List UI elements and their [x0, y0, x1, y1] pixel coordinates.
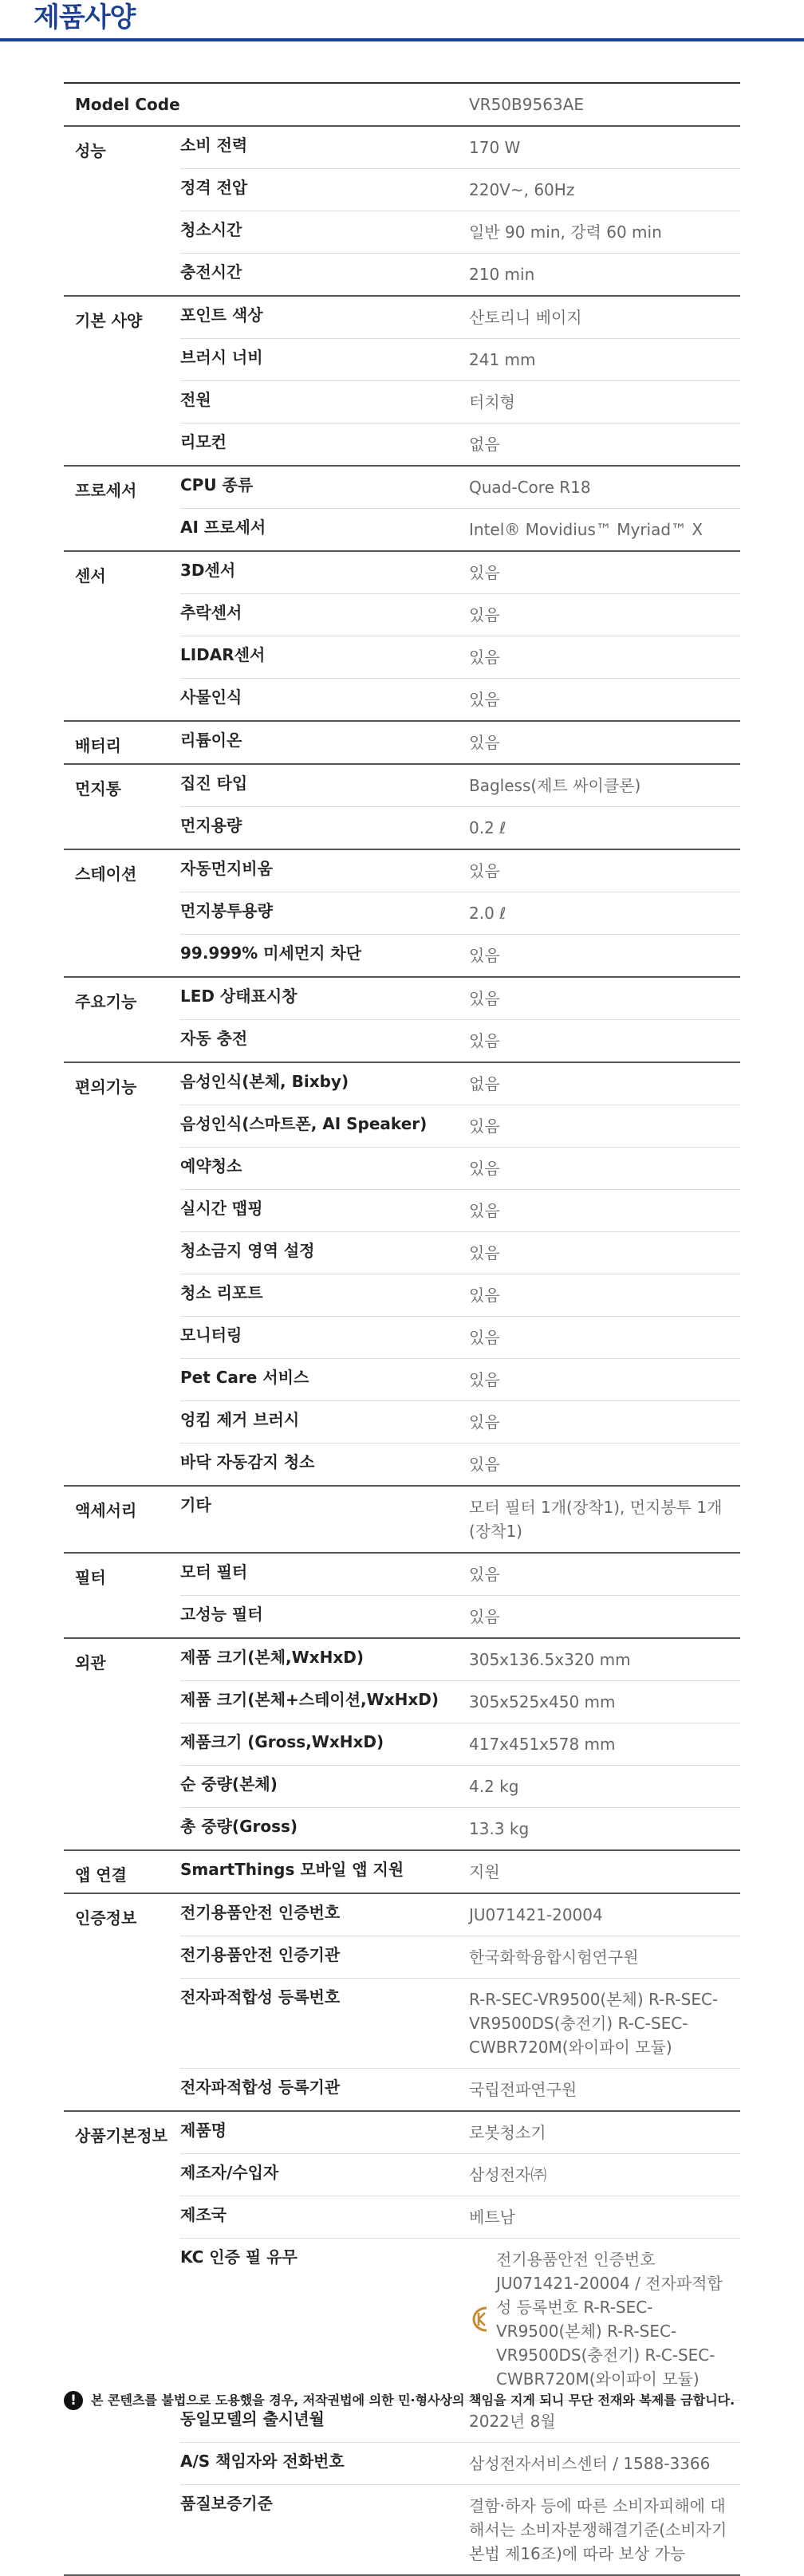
spec-group-rows [180, 297, 740, 465]
spec-row-label: 추락센서 [180, 603, 242, 622]
spec-row-label: A/S 책임자와 전화번호 [180, 2452, 345, 2471]
spec-group-label: 배터리 [75, 736, 121, 755]
spec-row-label: CPU 종류 [180, 475, 254, 494]
spec-row-label: SmartThings 모바일 앱 지원 [180, 1860, 404, 1879]
spec-row-value: 한국화학융합시험연구원 [469, 1948, 639, 1967]
spec-row-value: 국립전파연구원 [469, 2080, 577, 2099]
spec-row-value: 417x451x578 mm [469, 1735, 616, 1754]
spec-row-value: 베트남 [469, 2208, 515, 2227]
spec-row [180, 2196, 740, 2239]
spec-row-label: 3D센서 [180, 561, 236, 580]
spec-row [180, 1190, 740, 1232]
spec-row [180, 2485, 740, 2574]
spec-row-value: 있음 [469, 1565, 500, 1584]
spec-row-label: LIDAR센서 [180, 645, 266, 664]
spec-row-label: KC 인증 필 유무 [180, 2247, 298, 2267]
spec-row-value: 있음 [469, 1201, 500, 1220]
spec-group [64, 297, 740, 467]
spec-row-value: 터치형 [469, 392, 515, 412]
page-title: 제품사양 [34, 2, 136, 33]
spec-row-value: 없음 [469, 435, 500, 454]
spec-row-label: 고성능 필터 [180, 1605, 263, 1624]
spec-row-value: 있음 [469, 1607, 500, 1626]
spec-group-label: 외관 [75, 1653, 106, 1672]
spec-group-rows [180, 765, 740, 849]
spec-row-label: 제조국 [180, 2205, 227, 2224]
spec-row-label: 전기용품안전 인증기관 [180, 1945, 341, 1964]
copyright-text: 본 콘텐츠를 불법으로 도용했을 경우, 저작권법에 의한 민·형사상의 책임을 지게 되니 무단 전재와 복제를 금합니다. [91, 2393, 735, 2408]
spec-row-value: 있음 [469, 1117, 500, 1136]
spec-row-label: 집진 타입 [180, 774, 248, 793]
spec-row [180, 1105, 740, 1148]
spec-group-rows [180, 978, 740, 1062]
spec-row [180, 1554, 740, 1596]
spec-row-label: 전자파적합성 등록기관 [180, 2078, 341, 2097]
spec-row-value: 삼성전자서비스센터 / 1588-3366 [469, 2454, 711, 2473]
spec-row [180, 339, 740, 381]
spec-group [64, 552, 740, 722]
spec-row [180, 1851, 740, 1893]
spec-row [180, 423, 740, 465]
spec-row-value: 있음 [469, 1159, 500, 1178]
kc-value-wrap [469, 2247, 734, 2391]
spec-group [64, 84, 740, 127]
spec-row [180, 552, 740, 594]
spec-row [180, 1894, 740, 1936]
exclamation-icon: ! [64, 2391, 83, 2410]
spec-row [180, 1401, 740, 1444]
spec-group-rows [180, 1639, 740, 1849]
spec-row [180, 2239, 740, 2401]
spec-row [180, 594, 740, 636]
spec-row-label: 제품 크기(본체+스테이션,WxHxD) [180, 1690, 439, 1709]
spec-row-value: 있음 [469, 1031, 500, 1050]
spec-row-label: 자동먼지비움 [180, 859, 273, 878]
spec-row [180, 1317, 740, 1359]
kc-value-text: 전기용품안전 인증번호 JU071421-20004 / 전자파적합성 등록번호 R-R-SEC-VR9500(본체) R-R-SEC-VR9500DS(충전기) R-C-SEC-CWBR720M(와이파이 모듈) [496, 2250, 723, 2389]
spec-row-value: 13.3 kg [469, 1819, 530, 1838]
spec-row-label: 모니터링 [180, 1325, 242, 1345]
spec-row [180, 254, 740, 295]
spec-group-label: 주요기능 [75, 992, 137, 1011]
spec-row-value: 있음 [469, 1412, 500, 1432]
spec-row-value: 없음 [469, 1074, 500, 1093]
spec-row [180, 2443, 740, 2485]
spec-row-label: 청소 리포트 [180, 1283, 263, 1302]
spec-row-label: 자동 충전 [180, 1029, 248, 1048]
spec-row-label: 사물인식 [180, 687, 242, 707]
spec-row [180, 1766, 740, 1808]
spec-row-label: 순 중량(본체) [180, 1774, 278, 1794]
spec-group-rows [180, 467, 740, 550]
spec-table [64, 82, 740, 2576]
spec-row-label: 리모컨 [180, 432, 227, 451]
spec-row-value: 산토리니 베이지 [469, 308, 582, 327]
spec-group-label: 액세서리 [75, 1501, 137, 1520]
spec-row-label: 제품명 [180, 2121, 227, 2140]
spec-group [64, 1063, 740, 1487]
spec-row-value: 210 min [469, 265, 535, 284]
spec-row [180, 127, 740, 169]
spec-row-value: 있음 [469, 946, 500, 965]
spec-group-label: 기본 사양 [75, 311, 143, 330]
spec-row-label: Pet Care 서비스 [180, 1368, 309, 1387]
spec-group-label: 상품기본정보 [75, 2126, 168, 2145]
spec-row-value: 있음 [469, 563, 500, 582]
spec-row-value: 있음 [469, 1328, 500, 1347]
spec-group-rows [180, 1894, 740, 2110]
spec-row [180, 467, 740, 509]
spec-group-label: 먼지통 [75, 779, 121, 798]
spec-row-label: 99.999% 미세먼지 차단 [180, 943, 362, 963]
spec-row [180, 1063, 740, 1105]
spec-row [180, 1596, 740, 1637]
spec-row [180, 1681, 740, 1723]
spec-group [64, 127, 740, 297]
spec-row-value: 있음 [469, 690, 500, 709]
spec-group-label: Model Code [75, 95, 180, 114]
spec-row-label: 실시간 맵핑 [180, 1199, 263, 1218]
spec-row-value: 4.2 kg [469, 1777, 519, 1796]
spec-row-value: 모터 필터 1개(장착1), 먼지봉투 1개(장착1) [469, 1498, 723, 1541]
spec-row-value: 2.0 ℓ [469, 904, 506, 923]
spec-group-rows [180, 552, 740, 720]
kc-mark-icon [471, 2303, 491, 2335]
spec-row-label [180, 84, 469, 125]
spec-row [180, 1232, 740, 1274]
spec-row [180, 1148, 740, 1190]
spec-row-label: 제조자/수입자 [180, 2163, 279, 2182]
spec-row-label: 정격 전압 [180, 178, 248, 197]
spec-row-label: 소비 전력 [180, 136, 248, 155]
spec-group [64, 2112, 740, 2576]
page-header [0, 0, 804, 41]
spec-row [180, 2154, 740, 2196]
spec-row-label: 전원 [180, 390, 211, 409]
spec-row [180, 297, 740, 339]
spec-row-label: 모터 필터 [180, 1562, 248, 1581]
spec-row-value: 있음 [469, 1370, 500, 1389]
spec-row [180, 935, 740, 976]
spec-row [180, 1936, 740, 1979]
spec-row [180, 1808, 740, 1849]
spec-row-label: 전자파적합성 등록번호 [180, 1987, 341, 2007]
spec-group-label: 성능 [75, 141, 106, 160]
spec-row-value: 305x136.5x320 mm [469, 1650, 631, 1669]
spec-row [180, 1444, 740, 1485]
spec-row-label: LED 상태표시창 [180, 987, 298, 1006]
spec-row [180, 679, 740, 720]
spec-group [64, 1851, 740, 1894]
spec-row-value: 있음 [469, 1455, 500, 1474]
spec-group-label: 센서 [75, 566, 106, 585]
spec-row-label: 동일모델의 출시년월 [180, 2409, 325, 2428]
spec-row [180, 84, 740, 125]
spec-row-value: R-R-SEC-VR9500(본체) R-R-SEC-VR9500DS(충전기) R-C-SEC-CWBR720M(와이파이 모듈) [469, 1990, 719, 2057]
spec-row-value: 지원 [469, 1862, 500, 1881]
spec-row-value: 있음 [469, 733, 500, 752]
spec-group-rows [180, 127, 740, 295]
spec-row [180, 509, 740, 550]
spec-row-value: 있음 [469, 605, 500, 624]
spec-row-label: 기타 [180, 1495, 211, 1514]
spec-row-value: 일반 90 min, 강력 60 min [469, 223, 662, 242]
spec-row-label: 품질보증기준 [180, 2494, 273, 2513]
spec-group [64, 850, 740, 978]
spec-row-label: 청소금지 영역 설정 [180, 1241, 315, 1260]
spec-row [180, 1359, 740, 1401]
spec-row [180, 1020, 740, 1062]
spec-row-value: 220V~, 60Hz [469, 180, 575, 199]
spec-row [180, 722, 740, 763]
spec-row [180, 636, 740, 679]
spec-group-rows [180, 84, 740, 125]
spec-row [180, 765, 740, 807]
spec-group-label: 앱 연결 [75, 1865, 127, 1885]
spec-row [180, 1487, 740, 1552]
spec-group [64, 1487, 740, 1554]
spec-group-rows [180, 1554, 740, 1637]
spec-row-value: Intel® Movidius™ Myriad™ X [469, 520, 704, 539]
spec-row-value: 있음 [469, 1243, 500, 1262]
spec-row-value: 삼성전자㈜ [469, 2165, 547, 2184]
spec-group [64, 1639, 740, 1851]
spec-row-label: 포인트 색상 [180, 305, 263, 325]
spec-group [64, 467, 740, 552]
spec-row [180, 211, 740, 254]
spec-row-label: 청소시간 [180, 220, 242, 239]
spec-row-label: 엉킴 제거 브러시 [180, 1410, 300, 1429]
spec-row-value: 305x525x450 mm [469, 1692, 616, 1711]
spec-group-label: 인증정보 [75, 1908, 137, 1928]
spec-row-value: 2022년 8월 [469, 2412, 556, 2431]
spec-row-value: 241 mm [469, 350, 536, 369]
spec-row [180, 1274, 740, 1317]
spec-row [180, 807, 740, 849]
spec-group-rows [180, 850, 740, 976]
spec-group [64, 765, 740, 850]
spec-group-label: 프로세서 [75, 481, 137, 500]
spec-row-label: 예약청소 [180, 1156, 242, 1176]
spec-row-label: 브러시 너비 [180, 348, 263, 367]
spec-row-value: 있음 [469, 989, 500, 1008]
spec-row-label: 음성인식(스마트폰, AI Speaker) [180, 1114, 428, 1133]
spec-group-rows [180, 1063, 740, 1485]
spec-row [180, 381, 740, 423]
spec-row [180, 1639, 740, 1681]
header-divider [0, 38, 804, 41]
spec-row-value: 있음 [469, 861, 500, 880]
spec-row-value: 있음 [469, 648, 500, 667]
spec-group-rows [180, 722, 740, 763]
spec-row-label: 제품 크기(본체,WxHxD) [180, 1648, 364, 1667]
spec-row [180, 978, 740, 1020]
spec-row-label: AI 프로세서 [180, 518, 266, 537]
spec-row [180, 169, 740, 211]
spec-row-value: 0.2 ℓ [469, 818, 506, 837]
spec-row [180, 2069, 740, 2110]
spec-row-label: 먼지봉투용량 [180, 901, 273, 920]
spec-group [64, 1894, 740, 2112]
spec-group-label: 필터 [75, 1568, 106, 1587]
spec-group-rows [180, 1851, 740, 1893]
spec-row-value: JU071421-20004 [469, 1905, 603, 1924]
spec-group [64, 978, 740, 1063]
spec-row-label: 리튬이온 [180, 731, 242, 750]
spec-row-value [469, 2239, 740, 2400]
spec-row-value: 170 W [469, 138, 521, 157]
spec-row [180, 1979, 740, 2069]
spec-row [180, 892, 740, 935]
spec-group [64, 1554, 740, 1639]
spec-row-label: 충전시간 [180, 262, 242, 282]
spec-row-label: 바닥 자동감지 청소 [180, 1452, 315, 1471]
spec-row-value: 결함·하자 등에 따른 소비자피해에 대해서는 소비자분쟁해결기준(소비자기본법 제16조)에 따라 보상 가능 [469, 2496, 727, 2563]
spec-row-value: Quad-Core R18 [469, 478, 591, 497]
spec-row [180, 850, 740, 892]
spec-row-label: 전기용품안전 인증번호 [180, 1903, 341, 1922]
spec-row [180, 2112, 740, 2154]
copyright-notice [0, 2388, 804, 2420]
spec-group-label: 스테이션 [75, 865, 137, 884]
spec-group-rows [180, 1487, 740, 1552]
spec-row-label: 총 중량(Gross) [180, 1817, 298, 1836]
spec-row-label: 제품크기 (Gross,WxHxD) [180, 1732, 384, 1751]
spec-group [64, 722, 740, 765]
spec-row [180, 1723, 740, 1766]
spec-group-rows [180, 2112, 740, 2574]
spec-row-value: 있음 [469, 1286, 500, 1305]
spec-group-label: 편의기능 [75, 1077, 137, 1097]
spec-row-value: VR50B9563AE [469, 95, 584, 114]
spec-row-value: 로봇청소기 [469, 2123, 546, 2142]
spec-row-label: 음성인식(본체, Bixby) [180, 1072, 349, 1091]
spec-row-value: Bagless(제트 싸이클론) [469, 776, 641, 795]
spec-row-label: 먼지용량 [180, 816, 242, 835]
